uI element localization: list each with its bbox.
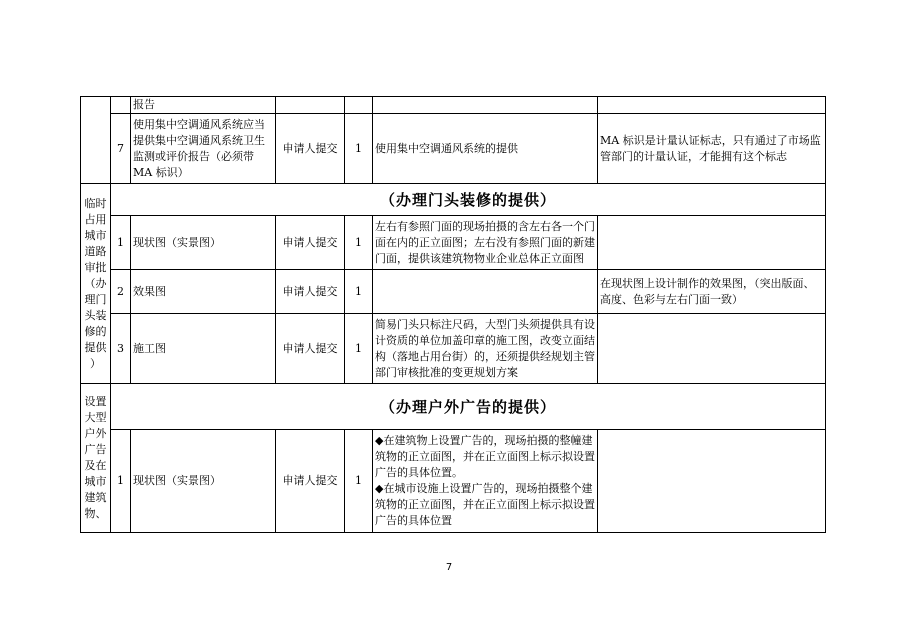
requirement-note-line: ◆在建筑物上设置广告的，现场拍摄的整幢建筑物的正立面图，并在正立面图上标示拟设置广告的具体位置。 [375,434,595,479]
submit-method [276,97,345,114]
requirement-note: 使用集中空调通风系统的提供 [373,114,598,184]
category-text-line: 城市 [84,228,107,242]
category-text-line: 临时 [84,196,107,210]
requirement-note [373,430,598,533]
section-header-row [81,384,826,430]
table-row [81,97,826,114]
table-row [81,216,826,270]
category-cell-door [81,184,111,384]
copies: 1 [345,270,373,314]
submit-method: 申请人提交 [276,114,345,184]
row-number: 7 [111,114,131,184]
table-row [81,314,826,384]
material-name: 施工图 [131,314,276,384]
requirement-note-line: ◆在城市设施上设置广告的，现场拍摄整个建筑物的正立面图，并在正立面图上标示拟设置广告的具体位置 [375,482,595,527]
remark [598,216,826,270]
category-text-line: （办 [84,276,107,290]
category-text-line: 审批 [84,260,107,274]
category-text-line: 广告 [84,443,107,456]
table-row [81,430,826,533]
category-text-line: 占用 [84,212,107,226]
material-name: 现状图（实景图） [131,430,276,533]
page-number: 7 [445,562,453,573]
section-heading-ad: （办理户外广告的提供） [111,384,826,430]
copies: 1 [345,430,373,533]
material-name: 使用集中空调通风系统应当提供集中空调通风系统卫生监测或评价报告（必须带 MA 标识） [131,114,276,184]
category-text-line: 建筑 [84,491,107,504]
category-text-line: 城市 [84,475,107,488]
requirement-note: 简易门头只标注尺码，大型门头须提供具有设计资质的单位加盖印章的施工图，改变立面结构（落地占用台街）的，还须提供经规划主管部门审核批准的变更规划方案 [373,314,598,384]
category-text-line: 道路 [84,244,107,258]
table-row [81,114,826,184]
section-heading-door: （办理门头装修的提供） [111,184,826,216]
row-number: 2 [111,270,131,314]
remark: MA 标识是计量认证标志，只有通过了市场监管部门的计量认证，才能拥有这个标志 [598,114,826,184]
row-number: 1 [111,430,131,533]
table-row [81,270,826,314]
category-text-line: 设置 [84,395,107,408]
material-name: 现状图（实景图） [131,216,276,270]
category-text-line: 提供 [84,340,107,354]
copies: 1 [345,114,373,184]
category-text-line: 物、 [84,507,107,520]
row-number: 1 [111,216,131,270]
category-text-line: 户外 [84,427,107,440]
requirements-table [80,96,826,533]
category-text-line: ） [90,356,101,370]
requirement-note: 左右有参照门面的现场拍摄的含左右各一个门面在内的正立面图；左右没有参照门面的新建门面，提供该建筑物物业企业总体正立面图 [373,216,598,270]
category-cell-ad [81,384,111,533]
material-name: 效果图 [131,270,276,314]
remark [598,314,826,384]
section-header-row [81,184,826,216]
material-name: 报告 [131,97,276,114]
copies [345,97,373,114]
category-text-line: 头装 [84,308,107,322]
category-cell-continued [81,97,111,184]
category-text-line: 修的 [84,324,107,338]
category-text-line: 及在 [84,459,107,472]
copies: 1 [345,314,373,384]
row-number [111,97,131,114]
copies: 1 [345,216,373,270]
submit-method: 申请人提交 [276,216,345,270]
remark: 在现状图上设计制作的效果图，（突出版面、高度、色彩与左右门面一致） [598,270,826,314]
requirement-note [373,97,598,114]
category-text-line: 大型 [84,411,107,424]
row-number: 3 [111,314,131,384]
requirement-note [373,270,598,314]
remark [598,97,826,114]
submit-method: 申请人提交 [276,430,345,533]
remark [598,430,826,533]
submit-method: 申请人提交 [276,270,345,314]
category-text-line: 理门 [84,292,107,306]
submit-method: 申请人提交 [276,314,345,384]
